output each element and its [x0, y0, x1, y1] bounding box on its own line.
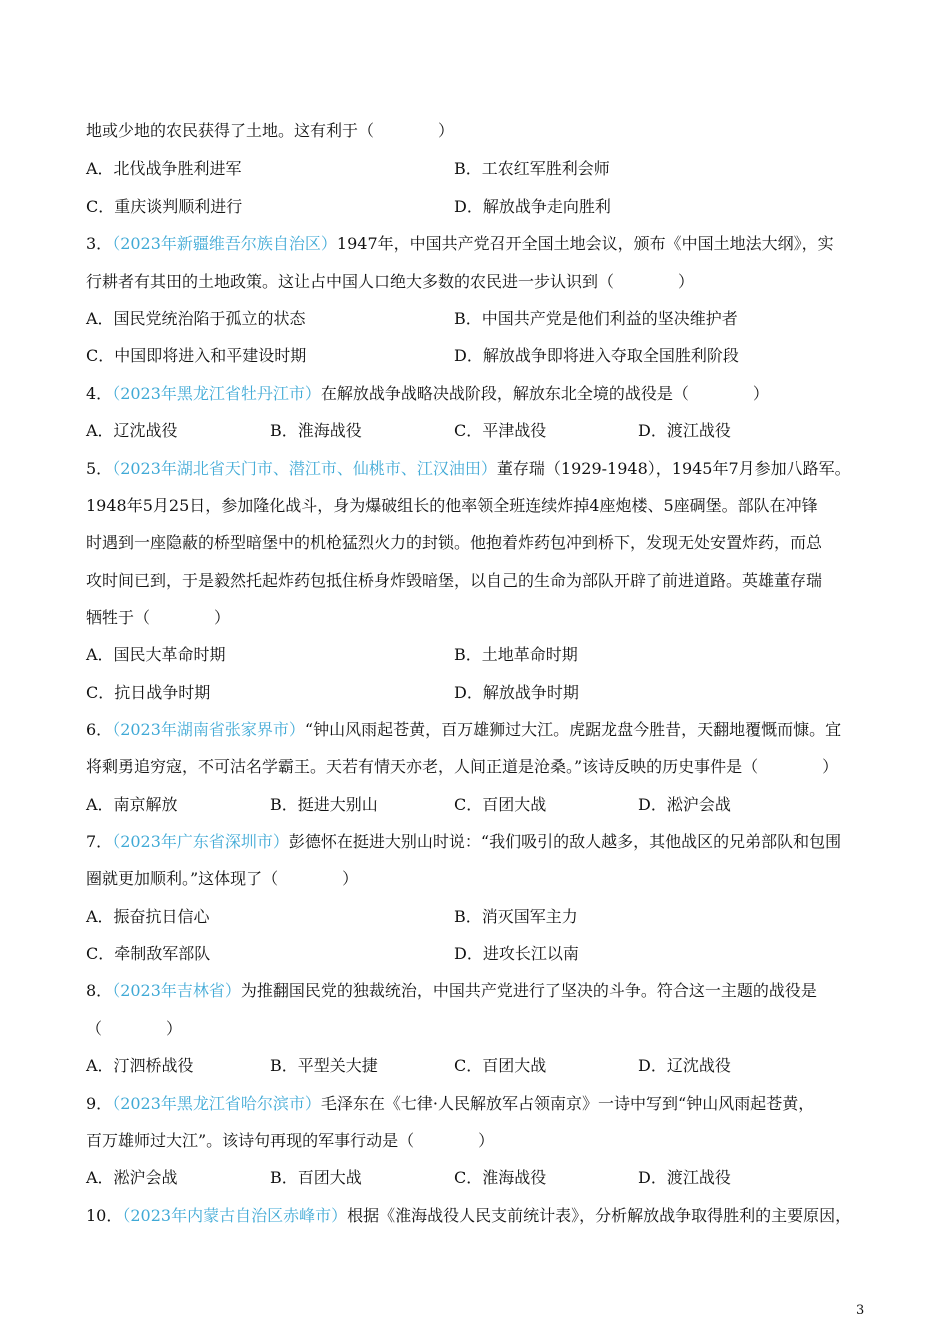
option-b: B．淮海战役	[270, 421, 362, 440]
question-10-first-line	[86, 1205, 866, 1227]
option-b: B．土地革命时期	[454, 645, 578, 664]
question-5-first-line	[86, 458, 866, 480]
option-b: B．百团大战	[270, 1168, 362, 1187]
option-d: D．辽沈战役	[638, 1056, 731, 1075]
option-d: D．解放战争时期	[454, 683, 579, 702]
option-d: D．解放战争走向胜利	[454, 197, 611, 216]
question-source: （2023年新疆维吾尔族自治区）	[112, 234, 337, 253]
question-text-line: 1948年5月25日，参加隆化战斗，身为爆破组长的他率领全班连续炸掉4座炮楼、5座碉堡。部队在冲锋	[86, 496, 818, 515]
question-text: 1947年，中国共产党召开全国土地会议，颁布《中国土地法大纲》，实	[336, 234, 834, 253]
question-text-line: 攻时间已到，于是毅然托起炸药包抵住桥身炸毁暗堡，以自己的生命为部队开辟了前进道路。英雄董存瑞	[86, 571, 823, 590]
question-4-first-line	[86, 383, 866, 405]
question-text: 根据《淮海战役人民支前统计表》，分析解放战争取得胜利的主要原因，	[347, 1206, 852, 1225]
option-d: D．淞沪会战	[638, 795, 731, 814]
question-source: （2023年吉林省）	[112, 981, 241, 1000]
question-source: （2023年湖北省天门市、潜江市、仙桃市、江汉油田）	[112, 459, 497, 478]
question-text-line: （ ）	[86, 1019, 183, 1038]
option-a: A．国民党统治陷于孤立的状态	[86, 309, 306, 328]
option-b: B．平型关大捷	[270, 1056, 378, 1075]
question-text-line: 牺牲于（ ）	[86, 608, 231, 627]
question-text: 董存瑞（1929-1948），1945年7月参加八路军。	[496, 459, 851, 478]
question-text: 为推翻国民党的独裁统治，中国共产党进行了坚决的斗争。符合这一主题的战役是	[240, 981, 817, 1000]
question-9-first-line	[86, 1093, 866, 1115]
question-source: （2023年湖南省张家界市）	[112, 720, 305, 739]
option-c: C．淮海战役	[454, 1168, 547, 1187]
option-c: C．平津战役	[454, 421, 547, 440]
option-d: D．渡江战役	[638, 421, 731, 440]
option-c: C．重庆谈判顺利进行	[86, 197, 243, 216]
option-c: C．百团大战	[454, 1056, 547, 1075]
option-c: C．牵制敌军部队	[86, 944, 211, 963]
question-source: （2023年内蒙古自治区赤峰市）	[122, 1206, 348, 1225]
question-number: 6．	[86, 720, 113, 739]
question-source: （2023年广东省深圳市）	[112, 832, 289, 851]
question-number: 9．	[86, 1094, 113, 1113]
option-d: D．解放战争即将进入夺取全国胜利阶段	[454, 346, 739, 365]
option-a: A．振奋抗日信心	[86, 907, 210, 926]
question-7-first-line	[86, 831, 866, 853]
question-number: 7．	[86, 832, 113, 851]
question-text-line: 将剩勇追穷寇，不可沽名学霸王。天若有情天亦老，人间正道是沧桑。”该诗反映的历史事件是（ ）	[86, 757, 839, 776]
option-a: A．南京解放	[86, 795, 178, 814]
question-text-line: 百万雄师过大江”。该诗句再现的军事行动是（ ）	[86, 1131, 495, 1150]
question-3-first-line	[86, 233, 866, 255]
option-a: A．国民大革命时期	[86, 645, 226, 664]
option-b: B．工农红军胜利会师	[454, 159, 610, 178]
option-a: A．汀泗桥战役	[86, 1056, 194, 1075]
option-a: A．辽沈战役	[86, 421, 178, 440]
option-c: C．中国即将进入和平建设时期	[86, 346, 307, 365]
option-c: C．百团大战	[454, 795, 547, 814]
question-text-line: 圈就更加顺利。”这体现了（ ）	[86, 869, 359, 888]
question-text-line: 行耕者有其田的土地政策。这让占中国人口绝大多数的农民进一步认识到（ ）	[86, 272, 695, 291]
option-a: A．淞沪会战	[86, 1168, 178, 1187]
option-c: C．抗日战争时期	[86, 683, 211, 702]
question-text-line: 地或少地的农民获得了土地。这有利于（ ）	[86, 121, 455, 140]
question-8-first-line	[86, 980, 866, 1002]
question-6-first-line	[86, 719, 866, 741]
option-d: D．进攻长江以南	[454, 944, 579, 963]
question-number: 8．	[86, 981, 113, 1000]
option-a: A．北伐战争胜利进军	[86, 159, 242, 178]
option-b: B．消灭国军主力	[454, 907, 578, 926]
question-number: 10．	[86, 1206, 123, 1225]
question-source: （2023年黑龙江省牡丹江市）	[112, 384, 321, 403]
question-number: 5．	[86, 459, 113, 478]
page-number: 3	[856, 1303, 865, 1318]
question-text-line: 时遇到一座隐蔽的桥型暗堡中的机枪猛烈火力的封锁。他抱着炸药包冲到桥下，发现无处安置炸药，而总	[86, 533, 823, 552]
question-source: （2023年黑龙江省哈尔滨市）	[112, 1094, 321, 1113]
question-text: “钟山风雨起苍黄，百万雄狮过大江。虎踞龙盘今胜昔，天翻地覆慨而慷。宜	[304, 720, 842, 739]
question-text: 毛泽东在《七律·人民解放军占领南京》一诗中写到“钟山风雨起苍黄，	[320, 1094, 815, 1113]
question-number: 4．	[86, 384, 113, 403]
question-text: 在解放战争战略决战阶段，解放东北全境的战役是（ ）	[320, 384, 769, 403]
option-b: B．中国共产党是他们利益的坚决维护者	[454, 309, 738, 328]
question-number: 3．	[86, 234, 113, 253]
option-d: D．渡江战役	[638, 1168, 731, 1187]
question-text: 彭德怀在挺进大别山时说：“我们吸引的敌人越多，其他战区的兄弟部队和包围	[288, 832, 842, 851]
option-b: B．挺进大别山	[270, 795, 378, 814]
